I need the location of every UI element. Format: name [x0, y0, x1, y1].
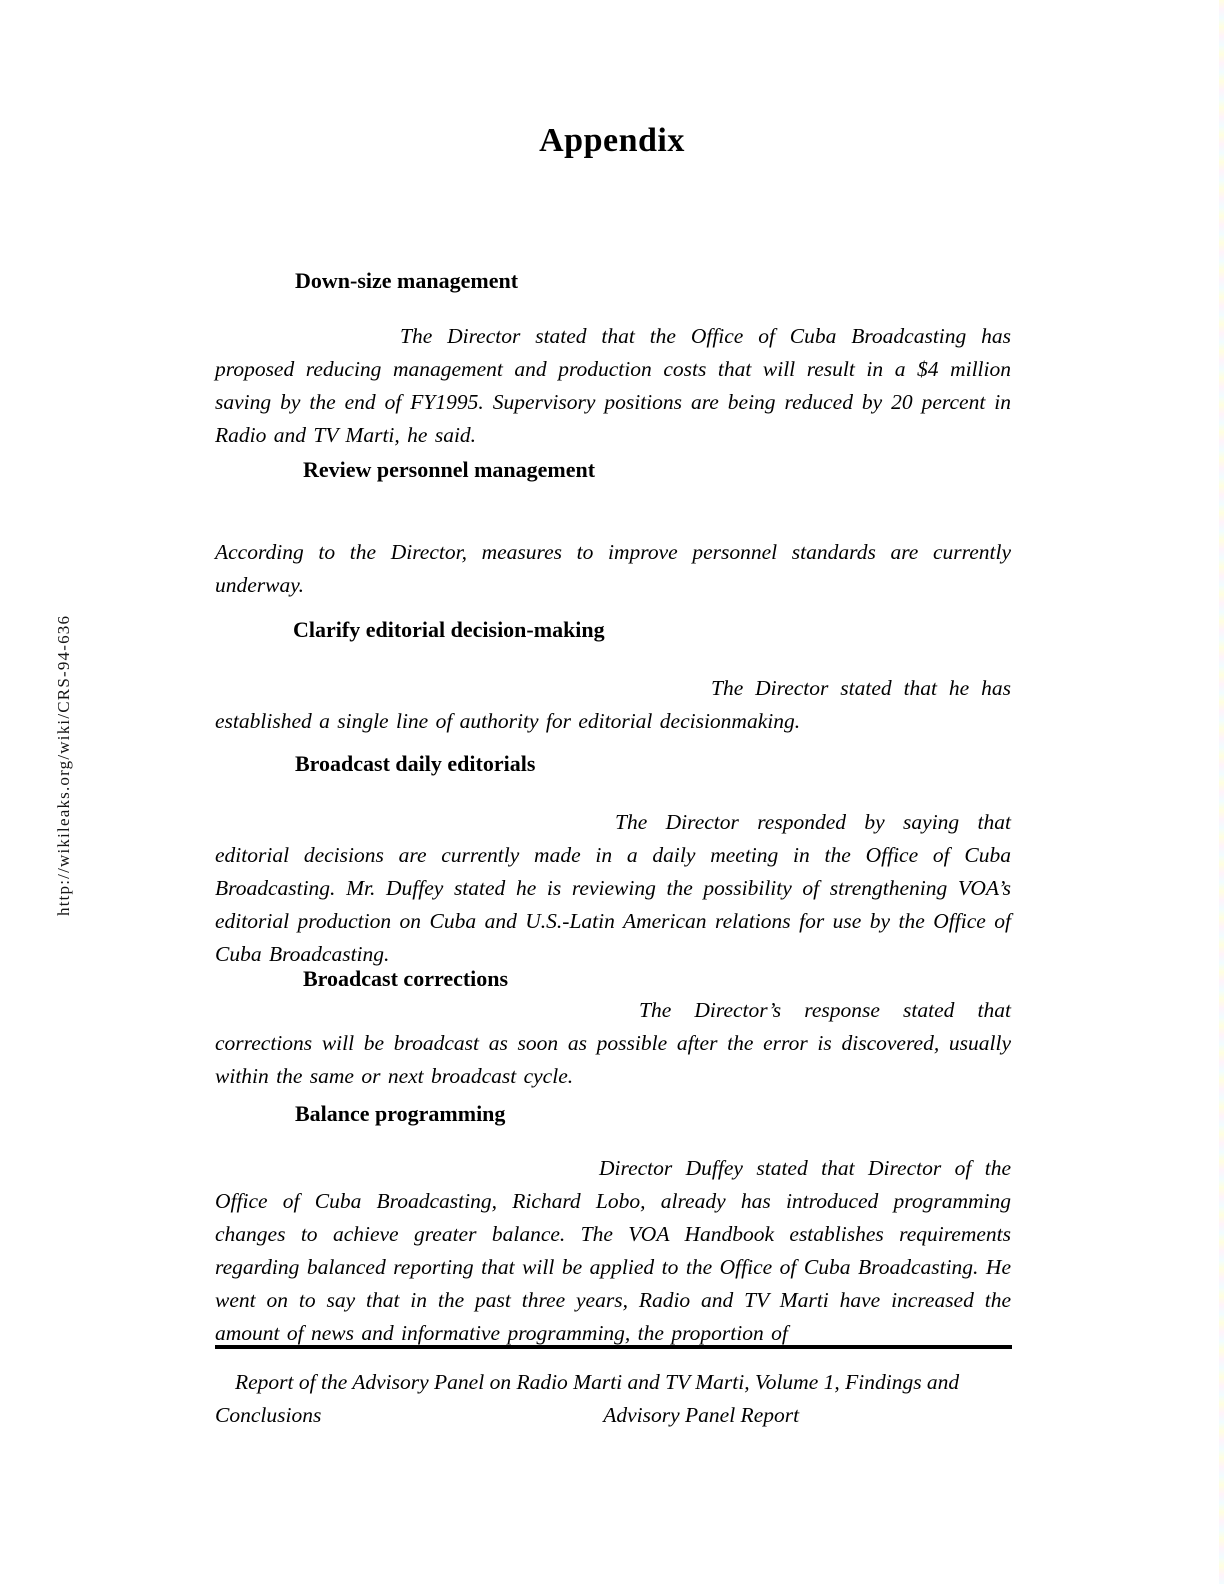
footer-advisory-panel-report-label: Advisory Panel Report	[603, 1403, 800, 1427]
page-title: Appendix	[539, 122, 685, 159]
section-heading-downsize-management: Down-size management	[295, 268, 519, 293]
section-paragraph-broadcast-corrections: The Director’s response stated that corrections will be broadcast as soon as possible after the error is discovered, usually within the same or next broadcast cycle.	[215, 998, 1011, 1088]
footer-line2	[215, 1399, 1012, 1432]
section-paragraph-clarify-editorial: The Director stated that he has established a single line of authority for editorial decisionmaking.	[215, 676, 1011, 733]
footer-report-title-line1: Report of the Advisory Panel on Radio Marti and TV Marti, Volume 1, Findings and	[235, 1370, 960, 1394]
wikileaks-url-watermark: http://wikileaks.org/wiki/CRS-94-636	[54, 614, 73, 916]
section-heading-review-personnel: Review personnel management	[303, 457, 596, 482]
section-heading-broadcast-editorials: Broadcast daily editorials	[295, 751, 536, 776]
footer-rule	[215, 1345, 1012, 1349]
section-paragraph-broadcast-editorials: The Director responded by saying that editorial decisions are currently made in a daily meeting in the Office of Cuba Broadcasting. Mr. Duffey stated he is reviewing the possibility of strengthening VOA’s editorial production on Cuba and U.S.-Latin American relations for use by the Office of Cuba Broadcasting.	[215, 810, 1011, 966]
section-heading-balance-programming: Balance programming	[295, 1101, 506, 1126]
footer-report-title-line2: Conclusions	[215, 1403, 322, 1427]
scan-edge-artifact	[1219, 0, 1224, 1584]
section-heading-clarify-editorial: Clarify editorial decision-making	[293, 617, 605, 642]
section-heading-broadcast-corrections: Broadcast corrections	[303, 966, 509, 991]
section-paragraph-balance-programming: Director Duffey stated that Director of the Office of Cuba Broadcasting, Richard Lobo, already has introduced programming changes to achieve greater balance. The VOA Handbook establishes requirements regarding balanced reporting that will be applied to the Office of Cuba Broadcasting. He went on to say that in the past three years, Radio and TV Marti have increased the amount of news and informative programming, the proportion of	[215, 1156, 1011, 1345]
section-paragraph-downsize-management: The Director stated that the Office of Cuba Broadcasting has proposed reducing management and production costs that will result in a $4 million saving by the end of FY1995. Supervisory positions are being reduced by 20 percent in Radio and TV Marti, he said.	[215, 324, 1011, 447]
section-paragraph-review-personnel: According to the Director, measures to improve personnel standards are currently underway.	[215, 540, 1011, 597]
